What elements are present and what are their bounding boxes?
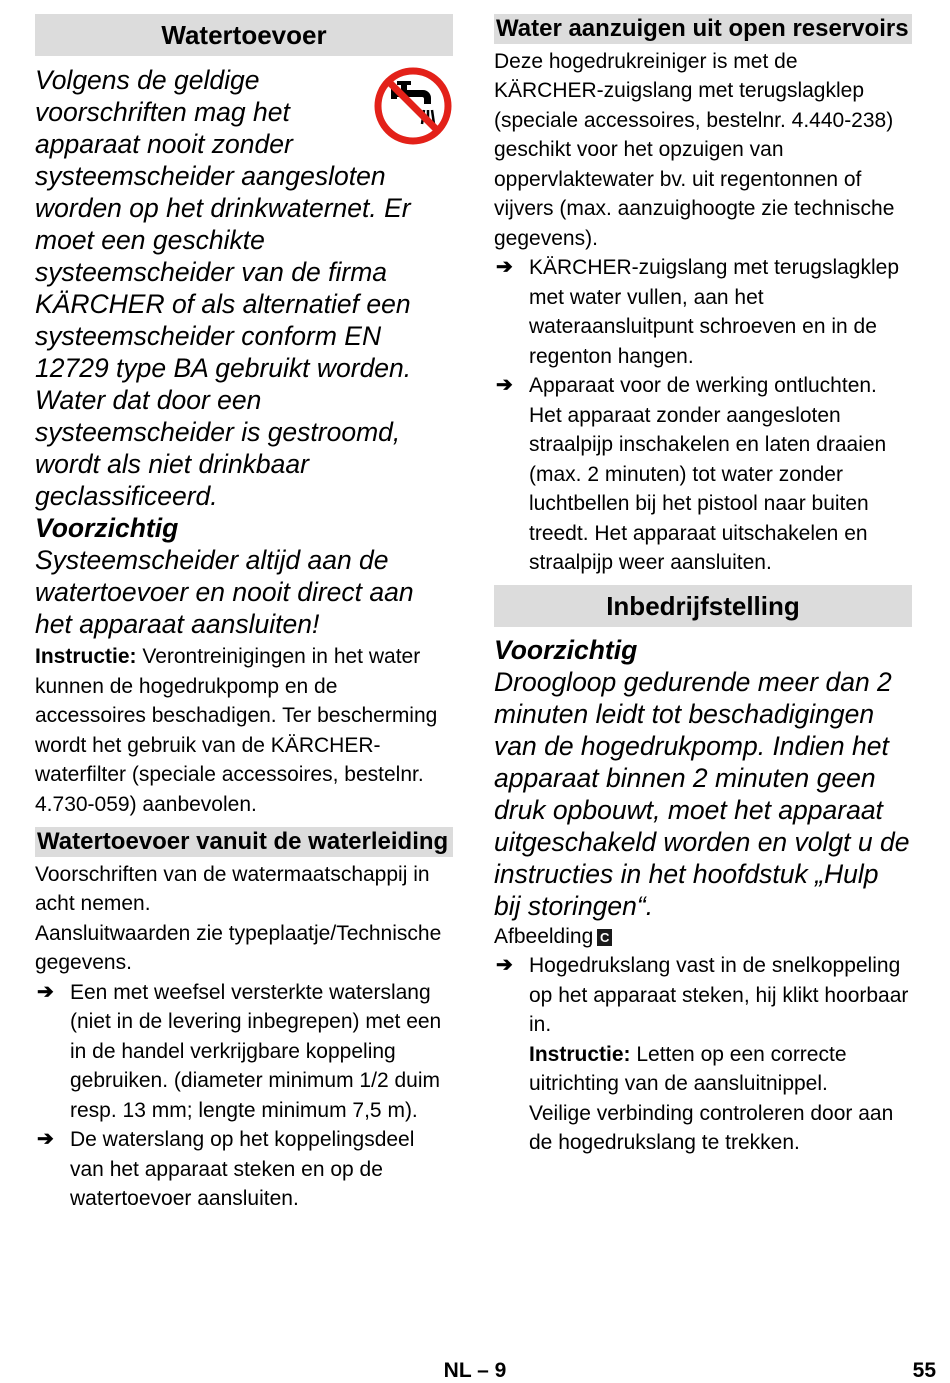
steps-list-reservoirs xyxy=(494,253,912,401)
arrow-right-icon: ➔ xyxy=(496,374,513,396)
page-label: NL – 9 xyxy=(443,1359,507,1382)
no-drinking-water-icon xyxy=(373,66,453,146)
note-label: Instructie: xyxy=(35,645,137,668)
list-item: ➔ KÄRCHER-zuigslang met terugslagklep met water vullen, aan het wateraansluitpunt schroeven en in de regenton hangen. xyxy=(494,253,912,371)
note-paragraph-right xyxy=(494,1040,912,1099)
warning-text: Volgens de geldige voorschriften mag het apparaat nooit zonder systeemscheider aangesloten worden op het drinkwaternet. Er moet een geschikte systeemscheider van de firma KÄRCHER of als alternatief een systeemscheider conform EN 12729 type BA gebruikt worden. xyxy=(35,65,412,383)
sub-heading-waterleiding: Watertoevoer vanuit de waterleiding xyxy=(35,827,453,857)
note-text: Letten op een correcte uitrichting van de aansluitnippel. xyxy=(529,1042,847,1095)
list-item: ➔ Apparaat voor de werking ontluchten. xyxy=(494,371,912,401)
paragraph-watermaatschappij: Voorschriften van de watermaatschappij in acht nemen. xyxy=(35,862,430,915)
arrow-right-icon: ➔ xyxy=(496,954,513,976)
figure-reference xyxy=(494,922,912,952)
arrow-right-icon: ➔ xyxy=(496,256,513,278)
page-number: 55 xyxy=(912,1359,936,1382)
connection-check-text: Veilige verbinding controleren door aan de hogedrukslang te trekken. xyxy=(529,1101,894,1154)
caution-label xyxy=(35,512,453,544)
sub-heading-open-reservoirs: Water aanzuigen uit open reservoirs xyxy=(494,14,912,44)
step-continuation: Het apparaat zonder aangesloten straalpijp inschakelen en laten draaien (max. 2 minuten) tot water zonder luchtbellen bij het pistool naar buiten treedt. Het apparaat uitschakelen en straalpijp weer aansluiten. xyxy=(529,403,887,574)
left-column xyxy=(35,14,453,1214)
paragraph-zuigslang: Deze hogedrukreiniger is met de KÄRCHER-zuigslang met terugslagklep (speciale accessoires, bestelnr. 4.440-238) geschikt voor het opzuigen van oppervlaktewater bv. uit regentonnen of vijvers (max. aanzuighoogte zie technische gegevens). xyxy=(494,49,895,250)
caution-text: Systeemscheider altijd aan de watertoevoer en nooit direct aan het apparaat aansluiten! xyxy=(35,545,414,639)
steps-list-hogedrukslang xyxy=(494,951,912,1040)
figure-badge: C xyxy=(597,929,612,946)
drinking-water-warning xyxy=(35,64,453,384)
note-text: Verontreinigingen in het water kunnen de hogedrukpomp en de accessoires beschadigen. Ter bescherming wordt het gebruik van de KÄRCHER-waterfilter (speciale accessoires, bestelnr. 4.730-059) aanbevolen. xyxy=(35,645,438,816)
note-label: Instructie: xyxy=(529,1042,631,1066)
figure-label: Afbeelding xyxy=(494,924,594,948)
list-item: ➔ De waterslang op het koppelingsdeel van het apparaat steken en op de watertoevoer aansluiten. xyxy=(35,1125,453,1214)
arrow-right-icon: ➔ xyxy=(37,980,54,1003)
section-heading-watertoevoer: Watertoevoer xyxy=(35,14,453,56)
steps-list-waterleiding xyxy=(35,978,453,1214)
caution-label-text: Voorzichtig xyxy=(35,513,179,543)
arrow-right-icon: ➔ xyxy=(37,1128,54,1150)
paragraph-aansluitwaarden: Aansluitwaarden zie typeplaatje/Technische gegevens. xyxy=(35,921,442,974)
list-item: ➔ Een met weefsel versterkte waterslang (niet in de levering inbegrepen) met een in de handel verkrijgbare koppeling gebruiken. (diameter minimum 1/2 duim resp. 13 mm; lengte minimum 7,5 m). xyxy=(35,978,453,1126)
caution-text-right: Droogloop gedurende meer dan 2 minuten leidt tot beschadigingen van de hogedrukpomp. Indien het apparaat binnen 2 minuten geen druk opbouwt, moet het apparaat uitgeschakeld worden en volgt u de instructies in het hoofdstuk „Hulp bij storingen“. xyxy=(494,666,910,921)
caution-label-text: Voorzichtig xyxy=(494,634,638,665)
list-item: ➔ Hogedrukslang vast in de snelkoppeling op het apparaat steken, hij klikt hoorbaar in. xyxy=(494,951,912,1040)
right-column xyxy=(494,14,912,1158)
section-heading-inbedrijfstelling: Inbedrijfstelling xyxy=(494,585,912,627)
non-potable-water-text: Water dat door een systeemscheider is gestroomd, wordt als niet drinkbaar geclassificeerd. xyxy=(35,385,401,511)
caution-label-right xyxy=(494,634,912,666)
note-paragraph xyxy=(35,642,453,819)
